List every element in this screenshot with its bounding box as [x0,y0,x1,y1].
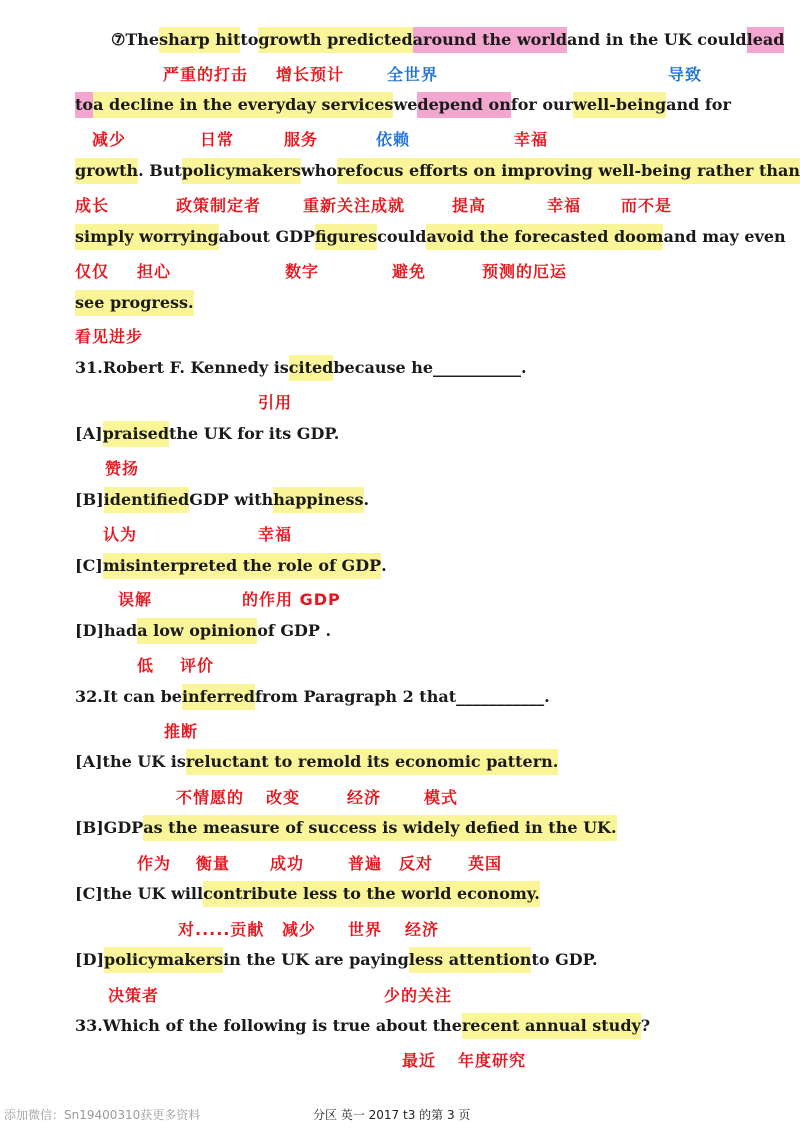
passage-line-4 [75,224,786,250]
annotation: 导致 [668,65,703,84]
question-32-stem [75,684,550,710]
text: [C]the UK will [75,884,204,903]
annotation: 成长 [75,196,110,215]
annotation: 年度研究 [458,1051,527,1070]
annotation: 重新关注成就 [303,196,406,215]
text: [A]the UK is [75,752,186,771]
answer-blank: ___________. [433,358,527,377]
text: to GDP. [531,950,598,969]
annotation: 减少 [92,130,127,149]
annotation: 英国 [468,854,503,873]
highlight: growth predicted [258,27,412,53]
text: from Paragraph 2 that [254,687,457,706]
annotation: 少的关注 [384,986,453,1005]
text: for our [510,95,574,114]
annotation: 全世界 [387,65,439,84]
annotation: 认为 [103,525,138,544]
option-32-c [75,881,540,907]
annotation: 数字 [285,262,320,281]
passage-line-1 [111,27,784,53]
option-31-c [75,553,387,579]
annotation: 决策者 [108,986,160,1005]
annotation: 幸福 [258,525,293,544]
highlight: contribute less to the world economy. [203,881,540,907]
annotation: 看见进步 [75,327,144,346]
annotation: 日常 [200,130,235,149]
highlight: simply worrying [75,224,219,250]
highlight: to [75,92,93,118]
highlight: misinterpreted the role of GDP [103,553,381,579]
option-31-d [75,618,331,644]
annotation: 而不是 [621,196,673,215]
page-footer [0,1106,800,1128]
highlight: avoid the forecasted doom [426,224,663,250]
highlight: a decline in the everyday services [93,92,393,118]
annotation: 改变 [266,788,301,807]
option-32-d [75,947,598,973]
text: . [363,490,370,509]
annotation: 政策制定者 [176,196,262,215]
annotation: 成功 [270,854,305,873]
highlight: lead [747,27,785,53]
annotation: 经济 [347,788,382,807]
annotation: 提高 [452,196,487,215]
option-32-a [75,749,558,775]
text: [B]GDP [75,818,144,837]
highlight: cited [289,355,334,381]
highlight: see progress. [75,290,194,316]
highlight: policymakers [104,947,223,973]
annotation: 的作用 GDP [242,590,341,609]
highlight: well-being [573,92,666,118]
text: and for [666,95,731,114]
option-letter: [C] [75,556,103,575]
highlight: around the world [413,27,567,53]
annotation: 普遍 [348,854,383,873]
annotation: 误解 [118,590,153,609]
highlight: depend on [417,92,510,118]
annotation: 引用 [258,393,293,412]
highlight: inferred [182,684,255,710]
passage-line-5 [75,290,194,316]
text: about GDP [218,227,316,246]
text: . [381,556,387,575]
question-31-stem [75,355,527,381]
text: the UK for its GDP. [169,424,340,443]
text: and in the UK could [567,30,747,49]
highlight: recent annual study [462,1013,641,1039]
highlight: growth [75,158,138,184]
option-letter: [A] [75,424,103,443]
annotation: 仅仅 [75,262,110,281]
watermark: 添加微信：Sn19400310获更多资料 [4,1108,201,1122]
text: 33.Which of the following is true about the [75,1016,462,1035]
annotation: 严重的打击 [163,65,249,84]
annotation: 服务 [284,130,319,149]
highlight: refocus efforts on improving well-being rather than [337,158,800,184]
text: in the UK are paying [223,950,409,969]
highlight: less attention [409,947,532,973]
text: and may even [663,227,786,246]
annotation: 低 [137,656,155,675]
text: ? [640,1016,651,1035]
passage-line-2 [75,92,731,118]
text: could [377,227,427,246]
annotation: 评价 [180,656,215,675]
annotation: 反对 [399,854,434,873]
text: of GDP . [257,621,332,640]
highlight: reluctant to remold its economic pattern. [186,749,559,775]
annotation: 世界 [348,920,383,939]
annotation: 避免 [392,262,427,281]
annotation: 最近 [402,1051,437,1070]
annotation: 模式 [424,788,459,807]
option-31-a [75,421,339,447]
highlight: policymakers [182,158,301,184]
option-32-b [75,815,617,841]
annotation: 赞扬 [105,459,140,478]
annotation: 增长预计 [276,65,345,84]
annotation: 幸福 [514,130,549,149]
text: 31.Robert F. Kennedy is [75,358,289,377]
option-31-b [75,487,369,513]
annotation: 担心 [137,262,172,281]
highlight: happiness [273,487,363,513]
annotation: 衡量 [196,854,231,873]
text: GDP with [189,490,274,509]
text: 32.It can be [75,687,182,706]
annotation: 依赖 [376,130,411,149]
highlight: as the measure of success is widely defied in the UK. [143,815,616,841]
passage-line-3 [75,158,800,184]
text: . But [138,161,182,180]
highlight: a low opinion [137,618,257,644]
annotation: 经济 [405,920,440,939]
annotation: 不情愿的 [176,788,245,807]
option-letter: [B] [75,490,104,509]
highlight: sharp hit [159,27,240,53]
annotation: 预测的厄运 [482,262,568,281]
text: because he [333,358,434,377]
highlight: praised [103,421,169,447]
text: to [240,30,259,49]
answer-blank: ___________. [456,687,550,706]
annotation: 推断 [164,722,199,741]
highlight: identified [104,487,190,513]
text: [D]had [75,621,138,640]
annotation: 对.....贡献 [178,920,265,939]
text: we [393,95,418,114]
text: ⑦The [111,30,160,49]
annotation: 减少 [282,920,317,939]
highlight: figures [315,224,377,250]
question-33-stem [75,1013,650,1039]
page-number: 分区 英一 2017 t3 的第 3 页 [313,1108,471,1122]
annotation: 作为 [137,854,172,873]
text: who [300,161,337,180]
option-letter: [D] [75,950,105,969]
annotation: 幸福 [547,196,582,215]
